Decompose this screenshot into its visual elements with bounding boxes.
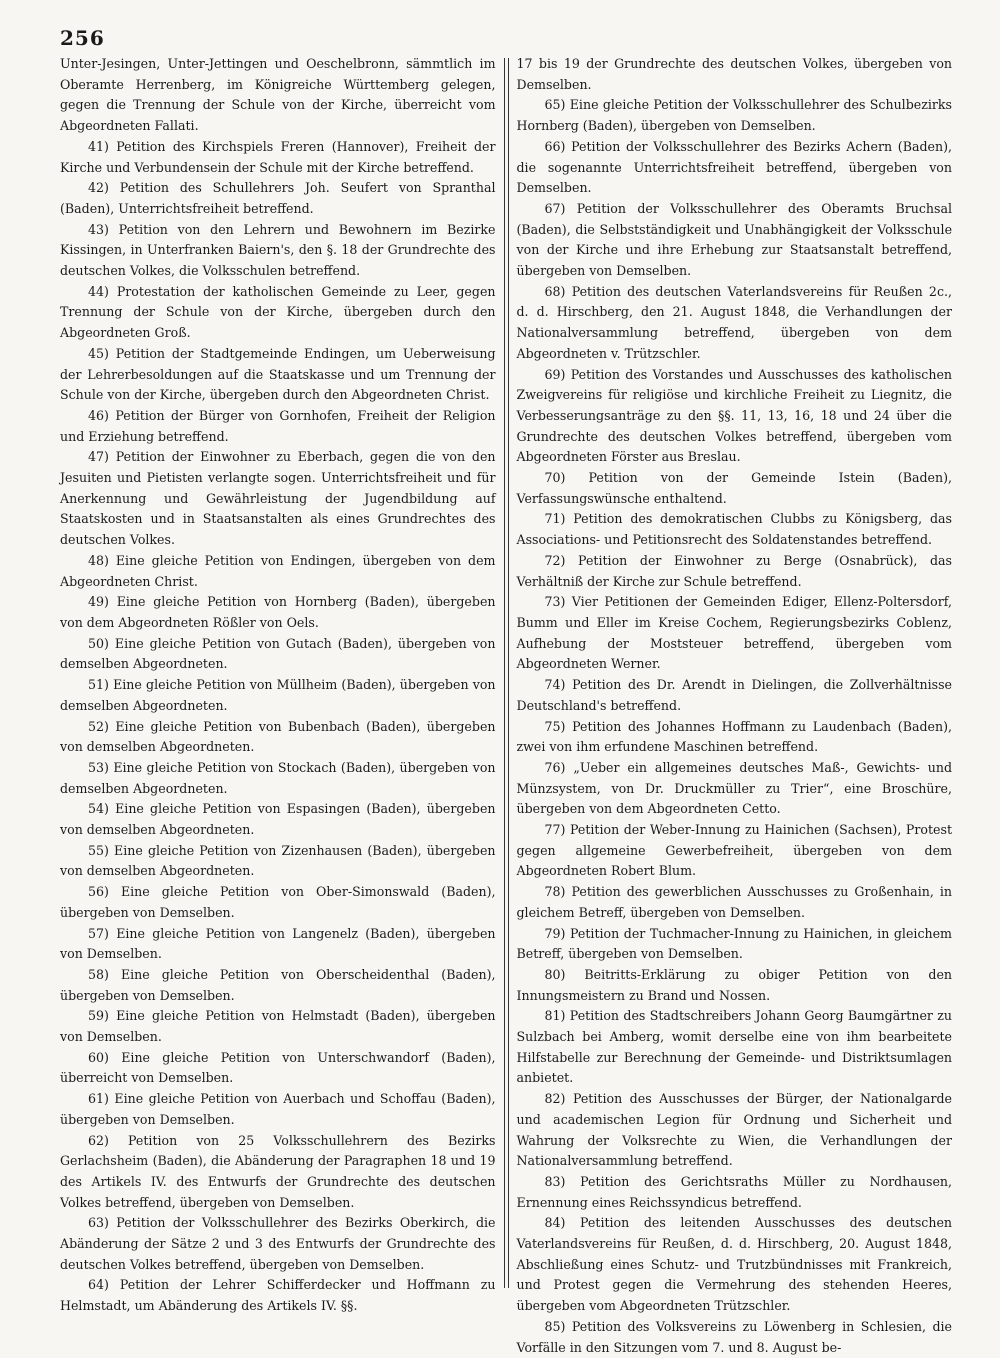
petition-paragraph: 50) Eine gleiche Petition von Gutach (Baden), übergeben von demselben Abgeordneten. — [60, 635, 496, 672]
petition-paragraph: 47) Petition der Einwohner zu Eberbach, gegen die von den Jesuiten und Pietisten verlangte sogen. Unterrichtsfreiheit und für Anerkennung und Gewährleistung der Jugendbildung auf Staatskosten und in Staatsanstalten als eines Grundrechtes des deutschen Volkes. — [60, 449, 496, 548]
petition-paragraph: 42) Petition des Schullehrers Joh. Seufert von Spranthal (Baden), Unterrichtsfreiheit betreffend. — [60, 180, 496, 216]
left-column — [60, 54, 496, 1314]
petition-paragraph: 61) Eine gleiche Petition von Auerbach und Schoffau (Baden), übergeben von Demselben. — [60, 1091, 496, 1127]
petition-paragraph: 75) Petition des Johannes Hoffmann zu Laudenbach (Baden), zwei von ihm erfundene Maschinen betreffend. — [516, 718, 953, 755]
petition-paragraph: 74) Petition des Dr. Arendt in Dielingen, die Zollverhältnisse Deutschland's betreffend. — [516, 677, 953, 713]
petition-paragraph: 58) Eine gleiche Petition von Oberscheidenthal (Baden), übergeben von Demselben. — [60, 966, 496, 1003]
petition-paragraph: 56) Eine gleiche Petition von Ober-Simonswald (Baden), übergeben von Demselben. — [60, 884, 496, 920]
petition-paragraph: 64) Petition der Lehrer Schifferdecker und Hoffmann zu Helmstadt, um Abänderung des Artikels IV. §§. — [60, 1277, 496, 1314]
petition-paragraph: 78) Petition des gewerblichen Ausschusses zu Großenhain, in gleichem Betreff, übergeben von Demselben. — [516, 884, 953, 920]
petition-paragraph: Unter-Jesingen, Unter-Jettingen und Oeschelbronn, sämmtlich im Oberamte Herrenberg, im Königreiche Württemberg gelegen, gegen die Trennung der Schule von der Kirche, überreicht vom Abgeordneten Fallati. — [60, 56, 496, 134]
petition-paragraph: 55) Eine gleiche Petition von Zizenhausen (Baden), übergeben von demselben Abgeordneten. — [60, 842, 496, 879]
petition-paragraph: 63) Petition der Volksschullehrer des Bezirks Oberkirch, die Abänderung der Sätze 2 und 3 des Entwurfs der Grundrechte des deutschen Volkes betreffend, übergeben von Demselben. — [60, 1215, 496, 1272]
petition-paragraph: 44) Protestation der katholischen Gemeinde zu Leer, gegen Trennung der Schule von der Kirche, übergeben durch den Abgeordneten Groß. — [60, 283, 496, 341]
petition-paragraph: 46) Petition der Bürger von Gornhofen, Freiheit der Religion und Erziehung betreffend. — [60, 407, 496, 444]
page-number: 256 — [60, 26, 105, 50]
petition-paragraph: 41) Petition des Kirchspiels Freren (Hannover), Freiheit der Kirche und Verbundensein der Schule mit der Kirche betreffend. — [60, 138, 496, 175]
petition-paragraph: 48) Eine gleiche Petition von Endingen, übergeben von dem Abgeordneten Christ. — [60, 552, 496, 589]
petition-paragraph: 82) Petition des Ausschusses der Bürger, der Nationalgarde und academischen Legion für Ordnung und Sicherheit und Wahrung der Volksrechte zu Wien, die Verhandlungen der Nationalversammlung betreffend. — [516, 1091, 953, 1169]
petition-paragraph: 76) „Ueber ein allgemeines deutsches Maß-, Gewichts- und Münzsystem, von Dr. Druckmüller zu Trier“, eine Broschüre, übergeben von dem Abgeordneten Cetto. — [516, 759, 953, 817]
text-columns — [60, 54, 953, 1355]
petition-paragraph: 68) Petition des deutschen Vaterlandsvereins für Reußen 2c., d. d. Hirschberg, den 21. August 1848, die Verhandlungen der Nationalversammlung betreffend, übergeben von dem Abgeordneten v. Trützschler. — [516, 283, 953, 361]
petition-paragraph: 77) Petition der Weber-Innung zu Hainichen (Sachsen), Protest gegen allgemeine Gewerbefreiheit, übergeben von dem Abgeordneten Robert Blum. — [516, 822, 953, 879]
petition-paragraph: 83) Petition des Gerichtsraths Müller zu Nordhausen, Ernennung eines Reichssyndicus betreffend. — [516, 1173, 953, 1210]
petition-paragraph: 85) Petition des Volksvereins zu Löwenberg in Schlesien, die Vorfälle in den Sitzungen vom 7. und 8. August be- — [516, 1318, 953, 1355]
petition-paragraph: 72) Petition der Einwohner zu Berge (Osnabrück), das Verhältniß der Kirche zur Schule betreffend. — [516, 552, 953, 589]
petition-paragraph: 69) Petition des Vorstandes und Ausschusses des katholischen Zweigvereins für religiöse und kirchliche Freiheit zu Liegnitz, die Verbesserungsanträge zu den §§. 11, 13, 16, 18 und 24 über die Grundrechte des deutschen Volkes betreffend, übergeben vom Abgeordneten Förster aus Breslau. — [516, 366, 953, 465]
petition-paragraph: 53) Eine gleiche Petition von Stockach (Baden), übergeben von demselben Abgeordneten. — [60, 759, 496, 796]
petition-paragraph: 60) Eine gleiche Petition von Unterschwandorf (Baden), überreicht von Demselben. — [60, 1049, 496, 1086]
petition-paragraph: 57) Eine gleiche Petition von Langenelz (Baden), übergeben von Demselben. — [60, 925, 496, 962]
petition-paragraph: 45) Petition der Stadtgemeinde Endingen, um Ueberweisung der Lehrerbesoldungen auf die Staatskasse und um Trennung der Schule von der Kirche, übergeben durch den Abgeordneten Christ. — [60, 345, 496, 403]
right-column — [516, 54, 953, 1355]
petition-paragraph: 43) Petition von den Lehrern und Bewohnern im Bezirke Kissingen, in Unterfranken Baiern's, den §. 18 der Grundrechte des deutschen Volkes, die Volksschulen betreffend. — [60, 221, 496, 279]
column-divider — [504, 58, 509, 1288]
petition-paragraph: 67) Petition der Volksschullehrer des Oberamts Bruchsal (Baden), die Selbstständigkeit und Unabhängigkeit der Volksschule von der Kirche und ihre Erhebung zur Staatsanstalt betreffend, übergeben von Demselben. — [516, 200, 953, 279]
petition-paragraph: 66) Petition der Volksschullehrer des Bezirks Achern (Baden), die sogenannte Unterrichtsfreiheit betreffend, übergeben von Demselben. — [516, 138, 953, 196]
petition-paragraph: 81) Petition des Stadtschreibers Johann Georg Baumgärtner zu Sulzbach bei Amberg, womit derselbe eine von ihm bearbeitete Hilfstabelle zur Berechnung der Gemeinde- und Distriktsumlagen anbietet. — [516, 1008, 953, 1086]
petition-paragraph: 70) Petition von der Gemeinde Istein (Baden), Verfassungswünsche enthaltend. — [516, 470, 953, 506]
petition-paragraph: 73) Vier Petitionen der Gemeinden Ediger, Ellenz-Poltersdorf, Bumm und Eller im Kreise Cochem, Regierungsbezirks Coblenz, Aufhebung der Moststeuer betreffend, übergeben vom Abgeordneten Werner. — [516, 594, 953, 672]
petition-paragraph: 52) Eine gleiche Petition von Bubenbach (Baden), übergeben von demselben Abgeordneten. — [60, 718, 496, 755]
petition-paragraph: 59) Eine gleiche Petition von Helmstadt (Baden), übergeben von Demselben. — [60, 1008, 496, 1045]
petition-paragraph: 54) Eine gleiche Petition von Espasingen (Baden), übergeben von demselben Abgeordneten. — [60, 801, 496, 838]
petition-paragraph: 80) Beitritts-Erklärung zu obiger Petition von den Innungsmeistern zu Brand und Nossen. — [516, 966, 953, 1003]
petition-paragraph: 17 bis 19 der Grundrechte des deutschen Volkes, übergeben von Demselben. — [516, 56, 953, 92]
petition-paragraph: 84) Petition des leitenden Ausschusses des deutschen Vaterlandsvereins für Reußen, d. d. Hirschberg, 20. August 1848, Abschließung eines Schutz- und Trutzbündnisses mit Frankreich, und Protest gegen die Vermehrung des stehenden Heeres, übergeben vom Abgeordneten Trützschler. — [516, 1215, 953, 1314]
petition-paragraph: 49) Eine gleiche Petition von Hornberg (Baden), übergeben von dem Abgeordneten Rößler von Oels. — [60, 594, 496, 630]
petition-paragraph: 65) Eine gleiche Petition der Volksschullehrer des Schulbezirks Hornberg (Baden), übergeben von Demselben. — [516, 97, 953, 134]
petition-paragraph: 79) Petition der Tuchmacher-Innung zu Hainichen, in gleichem Betreff, übergeben von Demselben. — [516, 925, 953, 962]
petition-paragraph: 71) Petition des demokratischen Clubbs zu Königsberg, das Associations- und Petitionsrecht des Soldatenstandes betreffend. — [516, 511, 953, 548]
petition-paragraph: 51) Eine gleiche Petition von Müllheim (Baden), übergeben von demselben Abgeordneten. — [60, 677, 496, 713]
petition-paragraph: 62) Petition von 25 Volksschullehrern des Bezirks Gerlachsheim (Baden), die Abänderung der Paragraphen 18 und 19 des Artikels IV. des Entwurfs der Grundrechte des deutschen Volkes betreffend, übergeben von Demselben. — [60, 1132, 496, 1210]
